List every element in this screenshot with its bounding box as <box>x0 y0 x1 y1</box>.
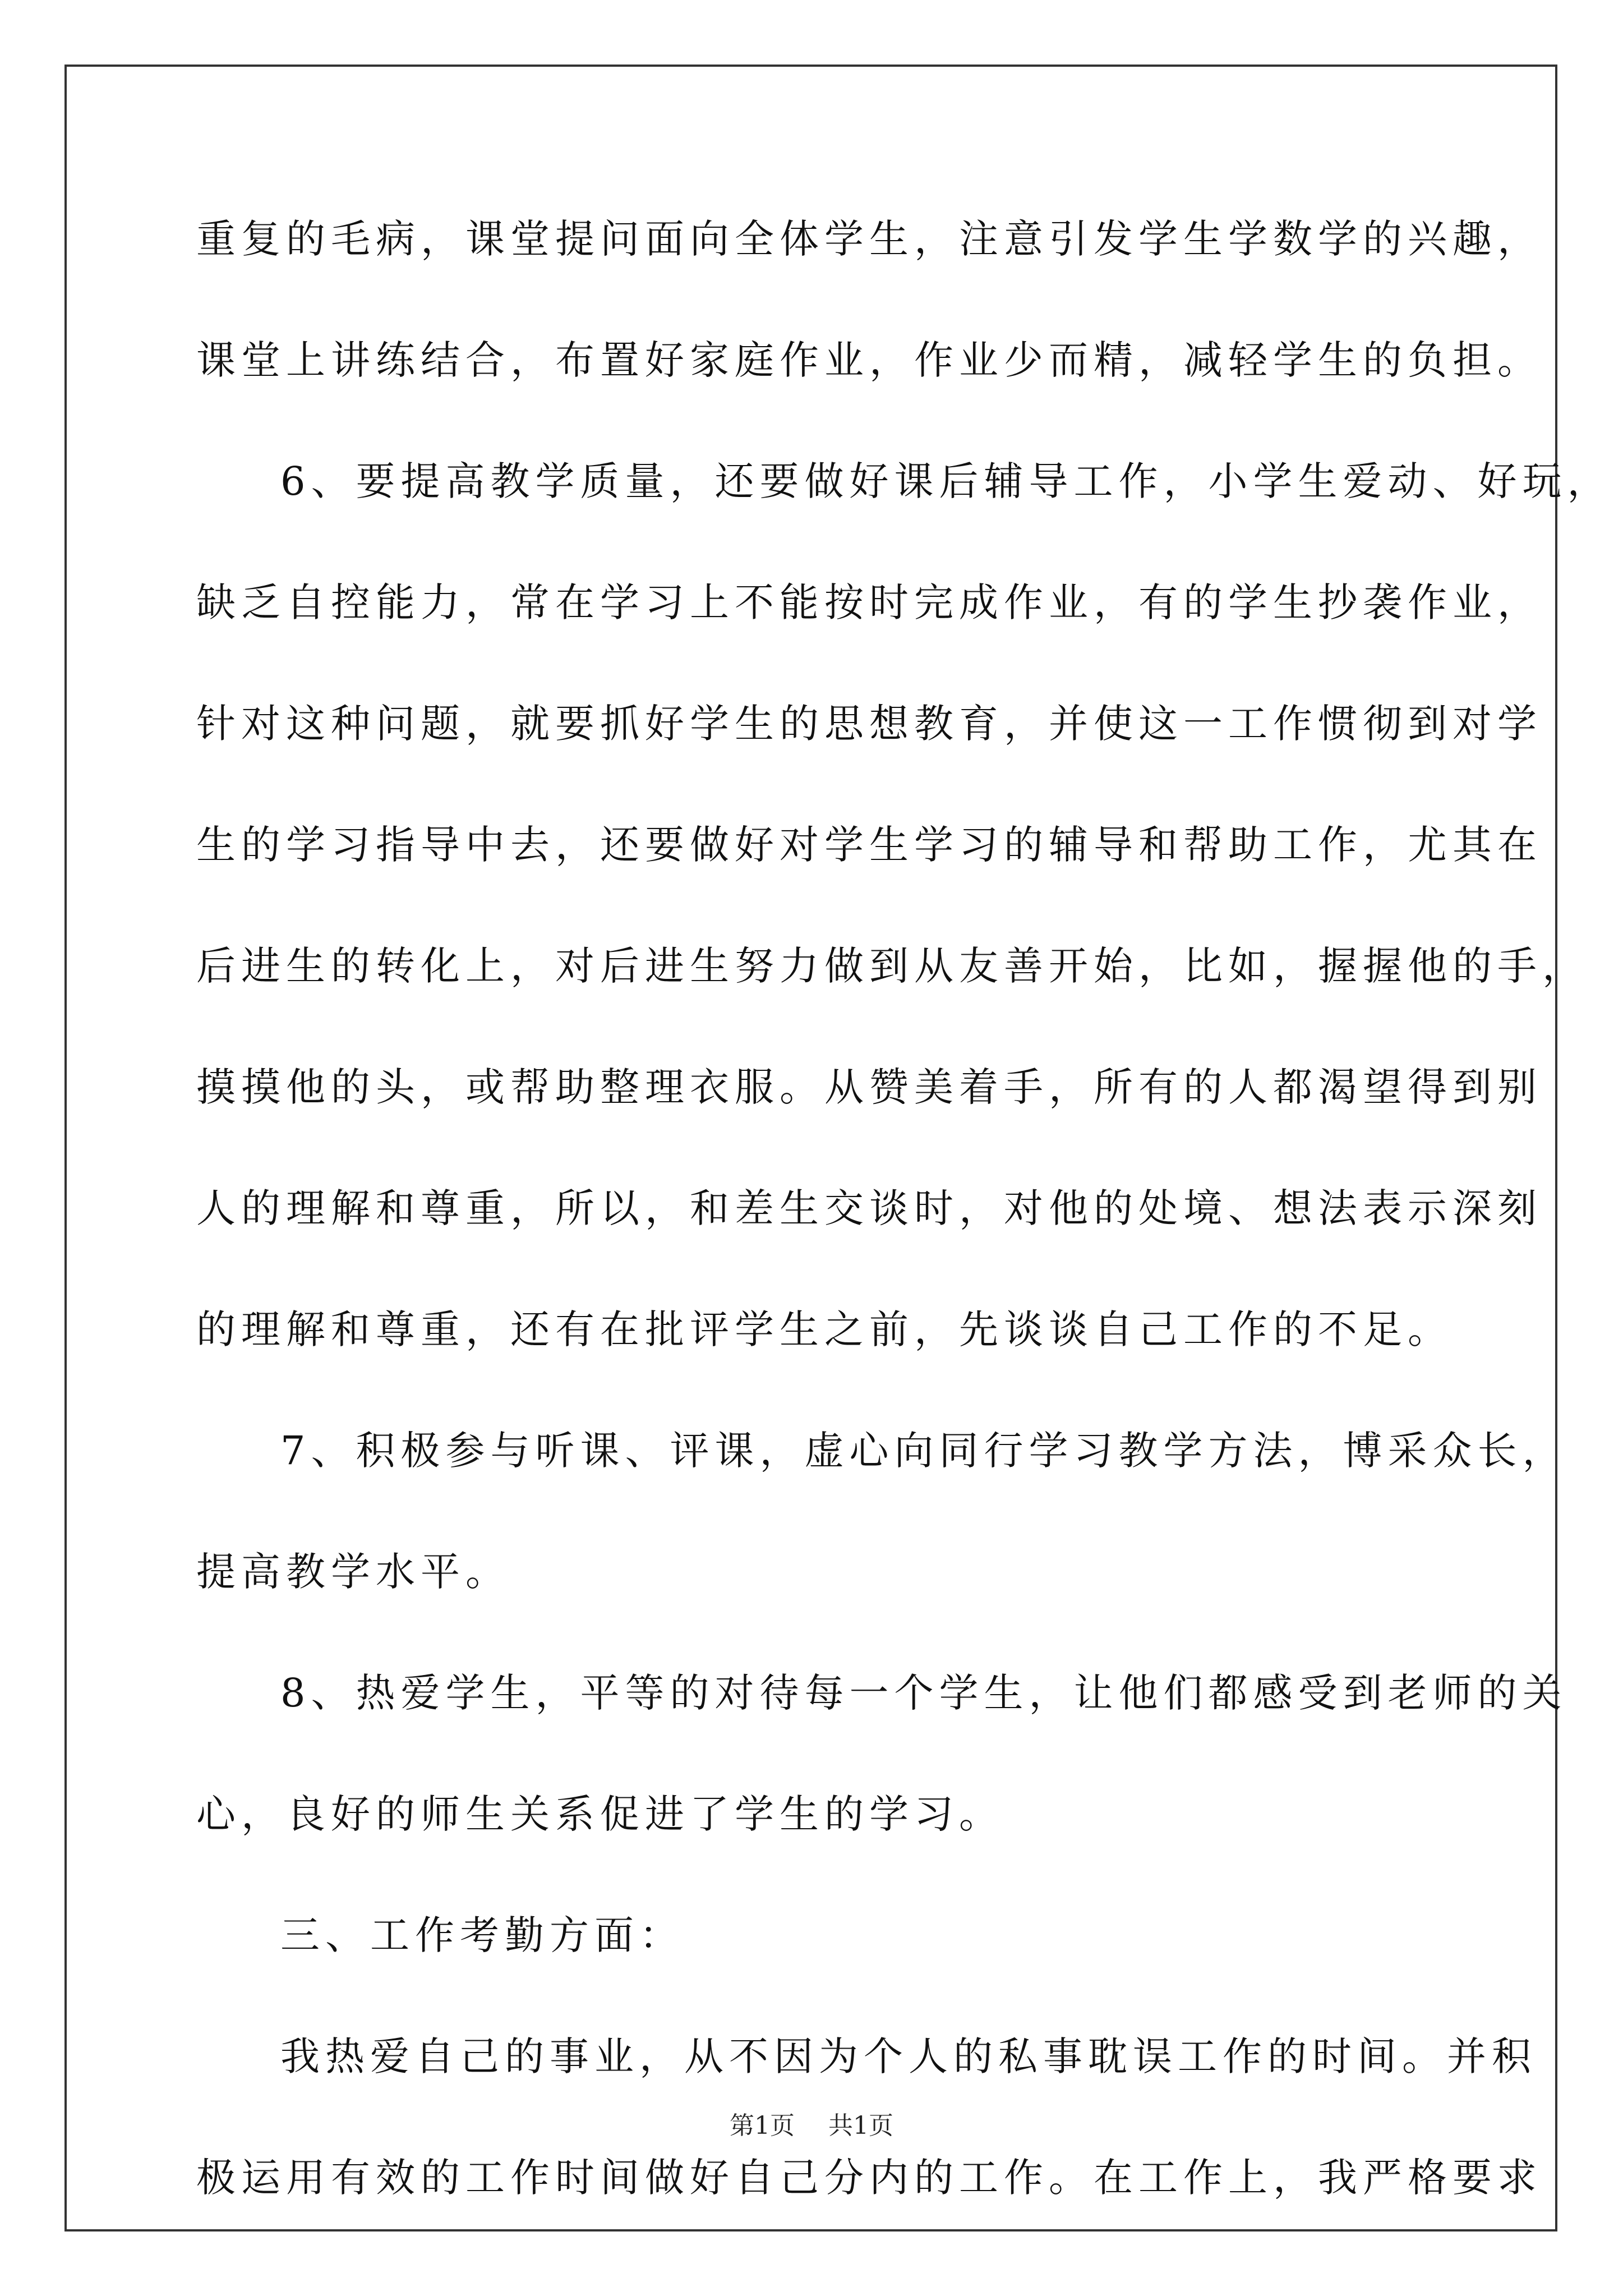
paragraph-start-line: 8、热爱学生，平等的对待每一个学生，让他们都感受到老师的关 <box>280 1670 1567 1716</box>
text-line: 课堂上讲练结合，布置好家庭作业，作业少而精，减轻学生的负担。 <box>196 337 1542 383</box>
text-line: 生的学习指导中去，还要做好对学生学习的辅导和帮助工作，尤其在 <box>196 822 1542 868</box>
section-heading: 三、工作考勤方面： <box>280 1912 684 1958</box>
paragraph-start-line: 6、要提高教学质量，还要做好课后辅导工作，小学生爱动、好玩， <box>280 458 1612 504</box>
text-line: 针对这种问题，就要抓好学生的思想教育，并使这一工作惯彻到对学 <box>196 701 1542 747</box>
paragraph-start-line: 7、积极参与听课、评课，虚心向同行学习教学方法，博采众长， <box>280 1428 1567 1474</box>
text-line: 重复的毛病，课堂提问面向全体学生，注意引发学生学数学的兴趣， <box>196 216 1542 262</box>
text-line: 心，良好的师生关系促进了学生的学习。 <box>196 1791 1004 1837</box>
text-line: 人的理解和尊重，所以，和差生交谈时，对他的处境、想法表示深刻 <box>196 1185 1542 1231</box>
text-line: 提高教学水平。 <box>196 1549 510 1595</box>
page-number: 第1页 <box>730 2111 795 2140</box>
text-line: 缺乏自控能力，常在学习上不能按时完成作业，有的学生抄袭作业， <box>196 579 1542 625</box>
text-line: 极运用有效的工作时间做好自己分内的工作。在工作上，我严格要求 <box>196 2155 1542 2201</box>
page-total: 共1页 <box>828 2111 893 2140</box>
document-body <box>196 208 1612 2267</box>
page-footer <box>0 2109 1623 2143</box>
paragraph-start-line: 我热爱自己的事业，从不因为个人的私事耽误工作的时间。并积 <box>280 2033 1537 2079</box>
text-line: 的理解和尊重，还有在批评学生之前，先谈谈自己工作的不足。 <box>196 1306 1453 1352</box>
text-line: 后进生的转化上，对后进生努力做到从友善开始，比如，握握他的手， <box>196 943 1587 989</box>
text-line: 摸摸他的头，或帮助整理衣服。从赞美着手，所有的人都渴望得到别 <box>196 1064 1542 1110</box>
